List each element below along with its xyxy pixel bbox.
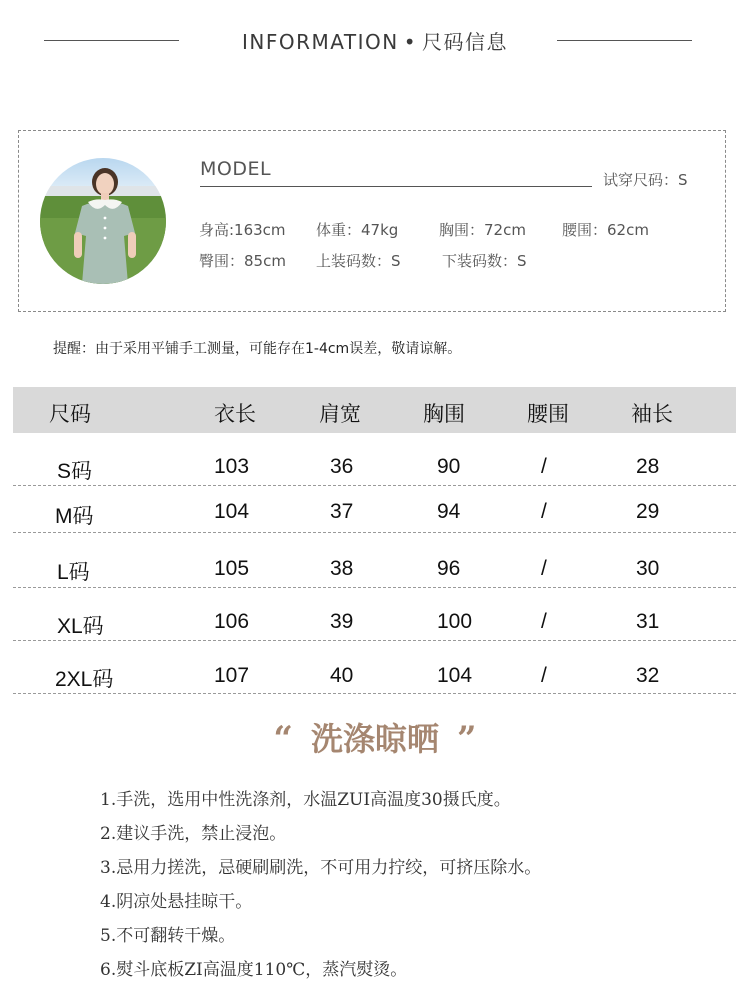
row-divider [13,587,736,588]
table-cell: 100 [437,610,473,633]
header-separator: • [403,30,417,54]
table-cell: 31 [636,610,660,633]
washing-item: 3.忌用力搓洗，忌硬刷刷洗，不可用力拧绞，可挤压除水。 [100,858,542,878]
tryon-size: 试穿尺码：S [603,171,688,189]
table-cell: L码 [57,561,90,584]
header-chest: 胸围 [423,402,465,426]
model-height: 身高:163cm [199,221,286,239]
washing-item: 6.熨斗底板ZI高温度110℃，蒸汽熨烫。 [100,960,408,980]
header-shoulder: 肩宽 [319,402,361,426]
header-length: 衣长 [214,402,256,426]
table-cell: / [541,557,547,580]
header-size: 尺码 [49,402,91,426]
table-cell: 40 [330,664,354,687]
header-sleeve: 袖长 [631,402,673,426]
model-weight: 体重：47kg [316,221,399,239]
table-cell: / [541,500,547,523]
row-divider [13,693,736,694]
table-cell: 30 [636,557,660,580]
table-cell: 28 [636,455,660,478]
table-cell: / [541,455,547,478]
size-table-header [13,387,736,433]
quote-close: ” [457,719,477,759]
table-cell: 107 [214,664,250,687]
model-photo [40,158,166,284]
header-title-cn: 尺码信息 [422,30,508,54]
model-bottom-size: 下装码数：S [442,252,527,270]
table-cell: 90 [437,455,461,478]
table-cell: 36 [330,455,354,478]
table-cell: 105 [214,557,250,580]
table-cell: 2XL码 [55,668,114,691]
table-cell: S码 [57,460,93,483]
table-cell: M码 [55,505,94,528]
model-hip: 臀围：85cm [199,252,286,270]
washing-item: 5.不可翻转干燥。 [100,926,236,946]
model-waist: 腰围：62cm [562,221,649,239]
table-cell: 39 [330,610,354,633]
row-divider [13,485,736,486]
washing-title-text: 洗涤晾晒 [310,720,439,758]
header-title-en: INFORMATION [241,30,399,54]
table-cell: 96 [437,557,461,580]
quote-open: “ [273,719,293,759]
row-divider [13,532,736,533]
washing-item: 1.手洗，选用中性洗涤剂，水温ZUI高温度30摄氏度。 [100,790,511,810]
table-cell: 37 [330,500,354,523]
table-cell: 94 [437,500,461,523]
model-label: MODEL [200,158,272,180]
row-divider [13,640,736,641]
washing-title [0,714,750,760]
table-cell: / [541,664,547,687]
washing-item: 2.建议手洗，禁止浸泡。 [100,824,287,844]
table-cell: 38 [330,557,354,580]
table-cell: 32 [636,664,660,687]
table-cell: XL码 [57,615,104,638]
header-waist: 腰围 [527,402,569,426]
table-cell: 29 [636,500,660,523]
washing-item: 4.阴凉处悬挂晾干。 [100,892,253,912]
page-header-title [0,26,750,55]
table-cell: 103 [214,455,250,478]
table-cell: 106 [214,610,250,633]
model-bust: 胸围：72cm [439,221,526,239]
table-cell: 104 [437,664,473,687]
model-label-underline [200,186,592,187]
table-cell: 104 [214,500,250,523]
model-top-size: 上装码数：S [316,252,401,270]
table-cell: / [541,610,547,633]
measurement-tip: 提醒：由于采用平铺手工测量，可能存在1-4cm误差，敬请谅解。 [53,341,462,357]
